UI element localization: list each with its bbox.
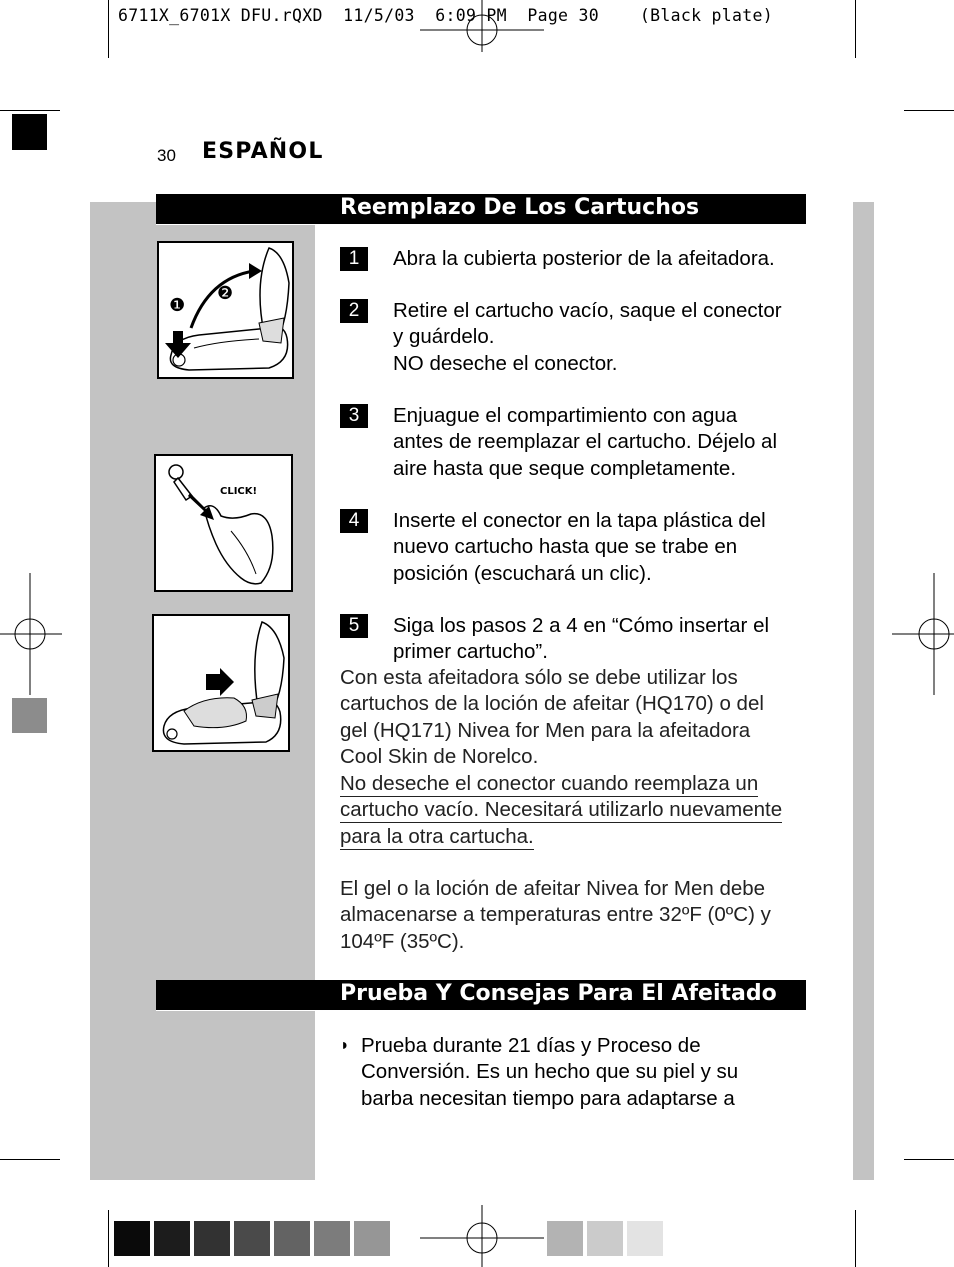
step-number: 2 (340, 299, 368, 323)
color-swatch (154, 1221, 190, 1256)
language-heading: ESPAÑOL (202, 139, 324, 164)
section-title: Prueba Y Consejas Para El Afeitado (340, 981, 777, 1006)
color-swatch (354, 1221, 390, 1256)
step-text (393, 403, 813, 482)
color-swatch (587, 1221, 623, 1256)
step-line: posición (escuchará un clic). (393, 561, 652, 585)
step-number: 5 (340, 614, 368, 638)
pointer-triangle (315, 510, 341, 534)
crop-mark (108, 0, 109, 58)
step-line: Retire el cartucho vacío, saque el conector (393, 299, 782, 322)
bullet-line: Prueba durante 21 días y Proceso de (361, 1034, 701, 1057)
shaver-insert-drawing (154, 616, 288, 750)
crop-mark (855, 1210, 856, 1267)
cartridge-info-paragraph (340, 665, 764, 770)
crop-mark (108, 1210, 109, 1267)
bullet-line: Conversión. Es un hecho que su piel y su (361, 1060, 739, 1084)
paragraph-line: para la otra cartucha. (340, 824, 534, 848)
paragraph-line: cartucho vacío. Necesitará utilizarlo nuevamente (340, 798, 783, 822)
warning-paragraph (340, 771, 782, 850)
page-number: 30 (157, 146, 176, 165)
pointer-triangle (315, 244, 341, 268)
step-line: y guárdelo. (393, 325, 495, 349)
section-header-replacement (156, 194, 806, 225)
bullet-text (361, 1033, 811, 1112)
gray-marker-square (12, 698, 47, 733)
step-text (393, 613, 813, 666)
color-swatch (234, 1221, 270, 1256)
color-swatch (194, 1221, 230, 1256)
color-swatch (274, 1221, 310, 1256)
right-gray-band (853, 202, 874, 1180)
crop-mark (855, 0, 856, 58)
registration-mark-right (890, 573, 954, 695)
step-line: nuevo cartucho hasta que se trabe en (393, 535, 738, 559)
crop-mark (0, 1159, 60, 1160)
black-marker-square (12, 114, 47, 150)
color-swatch (547, 1221, 583, 1256)
step-number: 3 (340, 404, 368, 428)
marker-1: ❶ (169, 295, 186, 316)
section-title: Reemplazo De Los Cartuchos (340, 195, 700, 220)
illustration-open-cover (157, 241, 294, 379)
color-swatch (314, 1221, 350, 1256)
step-line: Abra la cubierta posterior de la afeitadora. (393, 247, 775, 270)
bullet-line: barba necesitan tiempo para adaptarse a (361, 1086, 735, 1110)
step-line: Siga los pasos 2 a 4 en “Cómo insertar el (393, 614, 770, 637)
step-line: antes de reemplazar el cartucho. Déjelo al (393, 430, 778, 454)
marker-2: ❷ (217, 283, 234, 304)
storage-paragraph (340, 876, 771, 955)
step-number: 1 (340, 247, 368, 271)
color-swatch (114, 1221, 150, 1256)
registration-mark-bottom (420, 1205, 544, 1267)
step-line: NO deseche el conector. (393, 351, 618, 375)
registration-mark-top (420, 0, 544, 52)
connector-cartridge-drawing (156, 456, 291, 590)
crop-mark (0, 110, 60, 111)
printer-slug: 6711X_6701X DFU.rQXD 11/5/03 6:09 PM Page 30 (Black plate) (118, 6, 773, 25)
paragraph-line: Con esta afeitadora sólo se debe utilizar los (340, 666, 738, 689)
bullet-icon: ◗ (340, 1037, 350, 1054)
crop-mark (904, 110, 954, 111)
step-text (393, 298, 813, 377)
paragraph-line: gel (HQ171) Nivea for Men para la afeitadora (340, 718, 751, 742)
step-number: 4 (340, 509, 368, 533)
paragraph-line: Cool Skin de Norelco. (340, 744, 539, 768)
step-line: aire hasta que seque completamente. (393, 456, 737, 480)
paragraph-line: almacenarse a temperaturas entre 32ºF (0ºC) y (340, 903, 771, 927)
paragraph-line: cartuchos de la loción de afeitar (HQ170) o del (340, 692, 764, 716)
pointer-triangle (315, 614, 341, 638)
illustration-insert-connector (154, 454, 293, 592)
registration-mark-left (0, 573, 64, 695)
step-text (393, 246, 813, 272)
illustration-close-cover (152, 614, 290, 752)
paragraph-line: El gel o la loción de afeitar Nivea for Men debe (340, 877, 766, 900)
step-line: Inserte el conector en la tapa plástica del (393, 509, 766, 532)
color-swatch (627, 1221, 663, 1256)
step-line: Enjuague el compartimiento con agua (393, 404, 738, 427)
step-text (393, 508, 813, 587)
paragraph-line: No deseche el conector cuando reemplaza un (340, 772, 759, 795)
click-caption: CLICK! (220, 486, 258, 497)
step-line: primer cartucho”. (393, 640, 548, 664)
crop-mark (904, 1159, 954, 1160)
paragraph-line: 104ºF (35ºC). (340, 929, 465, 953)
section-header-trial (156, 980, 806, 1011)
